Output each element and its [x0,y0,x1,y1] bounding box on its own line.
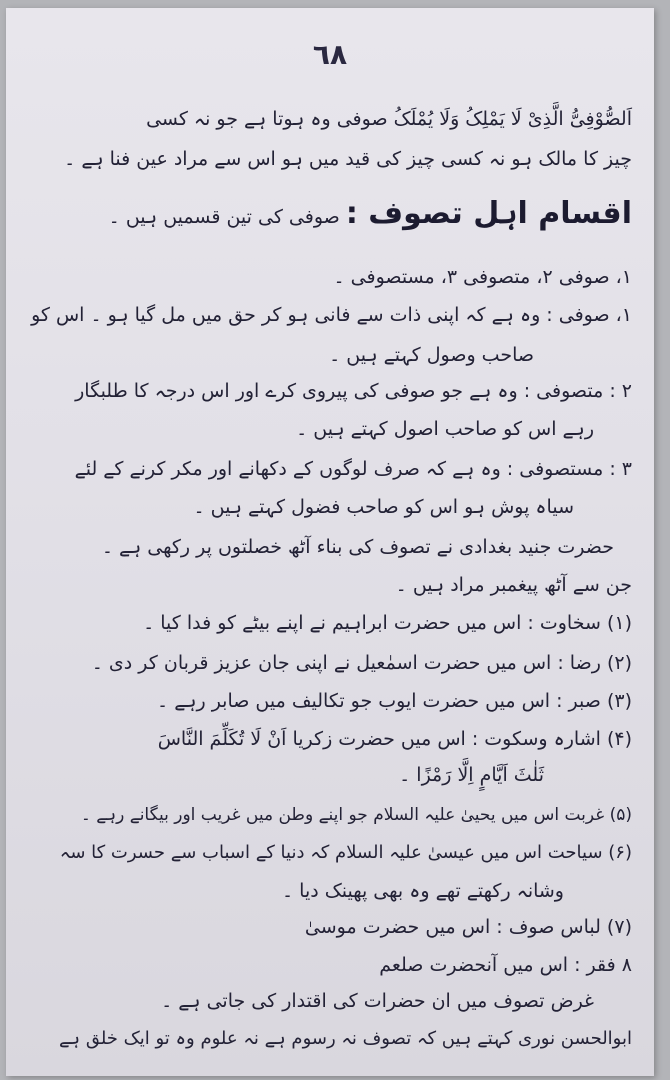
list-item: (۴) اشارہ وسکوت : اس میں حضرت زکریا اَنْ لَا تُکَلِّمَ النَّاسَ [157,728,632,750]
text-line: غرض تصوف میں ان حضرات کی اقتدار کی جاتی ہے ۔ [161,990,594,1012]
text-line: ۳ : مستصوفی : وہ ہے کہ صرف لوگوں کے دکھانے اور مکر کرنے کے لئے [74,458,632,480]
list-item: (۱) سخاوت : اس میں حضرت ابراہیم نے اپنے بیٹے کو فدا کیا ۔ [143,612,632,634]
section-heading: اقسام اہل تصوف : [345,196,632,231]
text-line: ثَلٰثَ اَیَّامٍ اِلَّا رَمْزًا ۔ [399,764,544,786]
text-line: وشانہ رکھتے تھے وہ بھی پھینک دیا ۔ [282,880,564,902]
text-line: اَلصُّوْفِیُّ الَّذِیْ لَا یَمْلِکُ وَلَا یُمْلَکُ صوفی وہ ہوتا ہے جو نہ کسی [146,108,632,130]
list-item: (۵) غربت اس میں یحییٰ علیہ السلام جو اپنے وطن میں غریب اور بیگانے رہے ۔ [80,805,632,825]
page-number: ٦٨ [312,38,348,71]
list-item: ۸ فقر : اس میں آنحضرت صلعم [379,954,632,976]
text-line: ۱، صوفی : وہ ہے کہ اپنی ذات سے فانی ہو کر حق میں مل گیا ہو ۔ اس کو [31,304,632,326]
text-line: ابوالحسن نوری کہتے ہیں کہ تصوف نہ رسوم ہے نہ علوم وہ تو ایک خلق ہے [59,1028,632,1049]
text-line: صوفی کی تین قسمیں ہیں ۔ [108,206,340,228]
list-item: (۳) صبر : اس میں حضرت ایوب جو تکالیف میں صابر رہے ۔ [157,690,632,712]
list-item: (۲) رضا : اس میں حضرت اسمٰعیل نے اپنی جان عزیز قربان کر دی ۔ [91,652,632,674]
list-item: (۶) سیاحت اس میں عیسیٰ علیہ السلام کہ دنیا کے اسباب سے حسرت کا سہ [59,842,632,863]
text-line: سیاہ پوش ہو اس کو صاحب فضول کہتے ہیں ۔ [193,496,574,518]
document-page [6,8,654,1076]
text-line: چیز کا مالک ہو نہ کسی چیز کی قید میں ہو اس سے مراد عین فنا ہے ۔ [64,148,632,170]
text-line: ۱، صوفی ۲، متصوفی ۳، مستصوفی ۔ [333,266,632,288]
text-line: صاحب وصول کہتے ہیں ۔ [329,344,534,366]
list-item: (۷) لباس صوف : اس میں حضرت موسیٰ [304,916,632,938]
text-line: حضرت جنید بغدادی نے تصوف کی بناء آٹھ خصلتوں پر رکھی ہے ۔ [101,536,614,558]
section-heading-row [109,196,632,231]
text-line: جن سے آٹھ پیغمبر مراد ہیں ۔ [395,574,632,596]
text-line: ۲ : متصوفی : وہ ہے جو صوفی کی پیروی کرے اور اس درجہ کا طلبگار [75,380,632,402]
text-line: رہے اس کو صاحب اصول کہتے ہیں ۔ [296,418,594,440]
